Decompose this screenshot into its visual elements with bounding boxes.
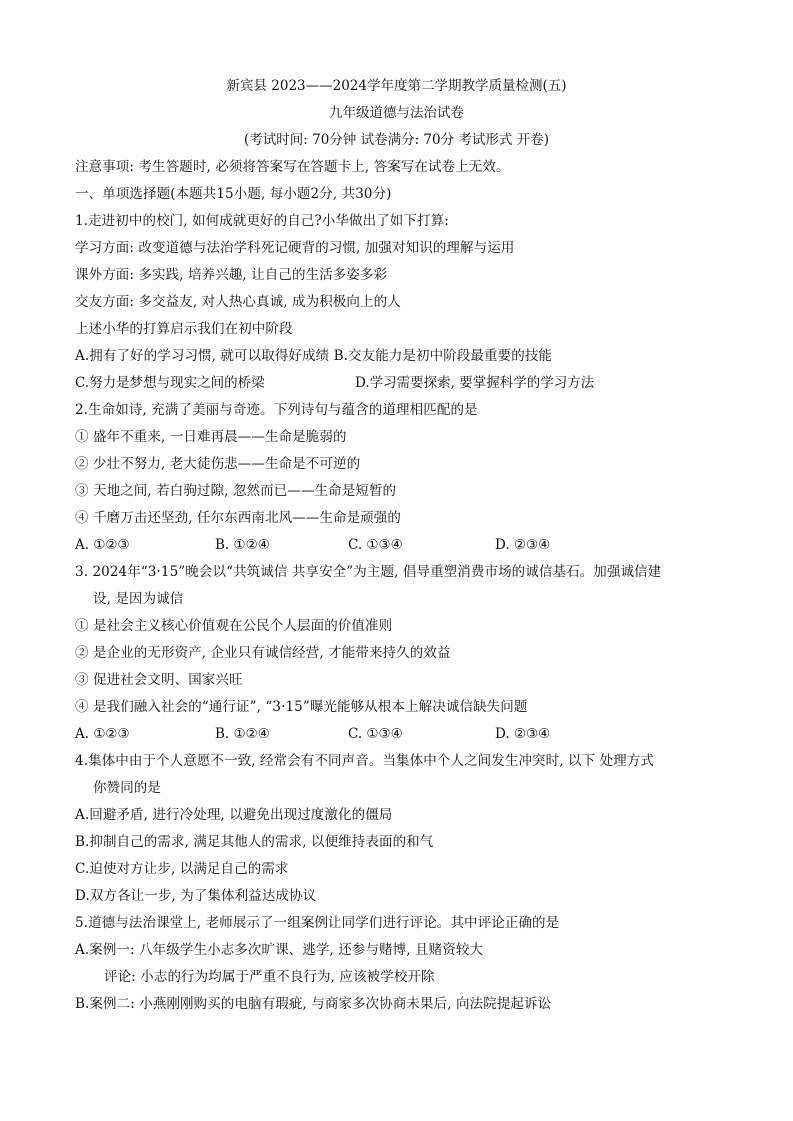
q5-stem: 5.道德与法治课堂上, 老师展示了一组案例让同学们进行评论。其中评论正确的是 [75, 915, 560, 931]
q3-option-a: A. ①②③ [75, 726, 130, 742]
q4-stem-line2: 你赞同的是 [93, 780, 161, 796]
q3-stem-line2: 设, 是因为诚信 [93, 591, 184, 607]
q4-option-c: C.迫使对方让步, 以满足自己的需求 [75, 861, 289, 877]
q3-item-3: ③ 促进社会文明、国家兴旺 [75, 672, 243, 688]
q5-case-a-comment: 评论: 小志的行为均属于严重不良行为, 应该被学校开除 [104, 969, 435, 985]
q3-option-d: D. ②③④ [495, 726, 551, 742]
q3-item-4: ④ 是我们融入社会的“通行证”, “3·15”曝光能够从根本上解决诚信缺失问题 [75, 699, 528, 715]
exam-title: 新宾县 2023——2024学年度第二学期教学质量检测(五) [226, 78, 567, 94]
q3-item-2: ② 是企业的无形资产, 企业只有诚信经营, 才能带来持久的效益 [75, 645, 451, 661]
q3-stem-line1: 3. 2024年“3·15”晚会以“共筑诚信 共享安全”为主题, 倡导重塑消费市场的诚信基石。加强诚信建 [75, 564, 662, 580]
q2-item-3: ③ 天地之间, 若白驹过隙, 忽然而已——生命是短暂的 [75, 483, 397, 499]
q3-option-b: B. ①②④ [215, 726, 270, 742]
q1-line-question: 上述小华的打算启示我们在初中阶段 [75, 321, 293, 337]
q2-option-d: D. ②③④ [495, 537, 551, 553]
q1-line-friends: 交友方面: 多交益友, 对人热心真诚, 成为积极向上的人 [75, 294, 401, 310]
q5-case-b: B.案例二: 小燕刚刚购买的电脑有瑕疵, 与商家多次协商未果后, 向法院提起诉讼 [75, 996, 552, 1012]
q2-item-4: ④ 千磨万击还坚劲, 任尔东西南北风——生命是顽强的 [75, 510, 401, 526]
q1-line-extracurricular: 课外方面: 多实践, 培养兴趣, 让自己的生活多姿多彩 [75, 267, 388, 283]
q4-option-b: B.抑制自己的需求, 满足其他人的需求, 以便维持表面的和气 [75, 834, 434, 850]
q3-option-c: C. ①③④ [348, 726, 403, 742]
q4-option-a: A.回避矛盾, 进行冷处理, 以避免出现过度激化的僵局 [75, 807, 393, 823]
q3-item-1: ① 是社会主义核心价值观在公民个人层面的价值准则 [75, 618, 393, 634]
q1-stem: 1.走进初中的校门, 如何成就更好的自己?小华做出了如下打算: [75, 213, 449, 229]
notice: 注意事项: 考生答题时, 必须将答案写在答题卡上, 答案写在试卷上无效。 [75, 159, 510, 175]
q4-stem-line1: 4.集体中由于个人意愿不一致, 经常会有不同声音。当集体中个人之间发生冲突时, 以下 处理方式 [75, 753, 655, 769]
q5-case-a: A.案例一: 八年级学生小志多次旷课、逃学, 还参与赌博, 且赌资较大 [75, 942, 484, 958]
q1-line-study: 学习方面: 改变道德与法治学科死记硬背的习惯, 加强对知识的理解与运用 [75, 240, 515, 256]
q1-option-d: D.学习需要探索, 要掌握科学的学习方法 [355, 375, 595, 391]
q2-option-a: A. ①②③ [75, 537, 130, 553]
q1-options-ab: A.拥有了好的学习习惯, 就可以取得好成绩 B.交友能力是初中阶段最重要的技能 [75, 348, 553, 364]
q2-option-c: C. ①③④ [348, 537, 403, 553]
q4-option-d: D.双方各让一步, 为了集体利益达成协议 [75, 888, 317, 904]
exam-subtitle: 九年级道德与法治试卷 [329, 105, 464, 121]
section-heading: 一、单项选择题(本题共15小题, 每小题2分, 共30分) [75, 186, 392, 202]
q1-option-c: C.努力是梦想与现实之间的桥梁 [75, 375, 265, 391]
q2-item-2: ② 少壮不努力, 老大徒伤悲——生命是不可逆的 [75, 456, 361, 472]
q2-item-1: ① 盛年不重来, 一日难再晨——生命是脆弱的 [75, 429, 347, 445]
q2-stem: 2.生命如诗, 充满了美丽与奇迹。下列诗句与蕴含的道理相匹配的是 [75, 402, 478, 418]
q2-option-b: B. ①②④ [215, 537, 270, 553]
exam-info: (考试时间: 70分钟 试卷满分: 70分 考试形式 开卷) [244, 132, 549, 148]
